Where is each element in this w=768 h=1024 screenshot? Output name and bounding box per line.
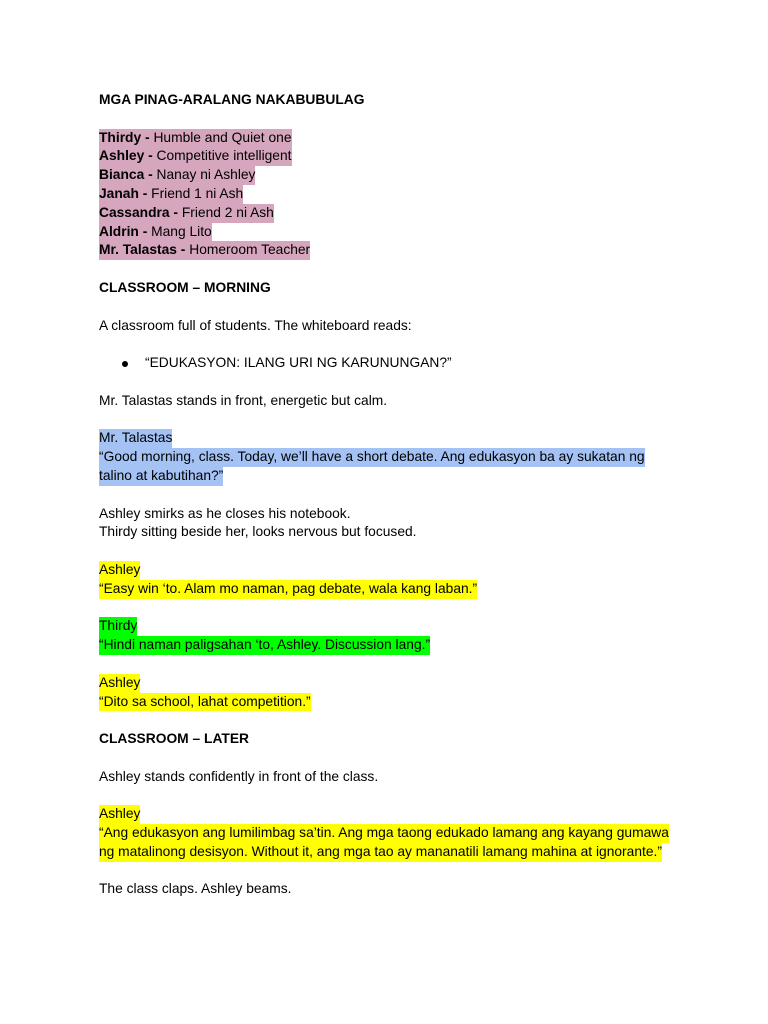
cast-highlight [99, 204, 274, 223]
dialogue-text: “Ang edukasyon ang lumilimbag sa’tin. Ang mga taong edukado lamang ang kayang gumawa [99, 824, 669, 843]
whiteboard-bullet-item [99, 354, 674, 373]
cast-highlight [99, 129, 292, 148]
cast-description: Friend 1 ni Ash [151, 185, 244, 201]
dialogue-block-ashley [99, 674, 674, 712]
speaker-name: Ashley [99, 561, 140, 580]
cast-description: Competitive intelligent [156, 148, 292, 164]
document-page [99, 91, 674, 899]
action-line: Ashley smirks as he closes his notebook. [99, 505, 351, 521]
cast-name: Bianca - [99, 167, 153, 183]
cast-list [99, 129, 674, 261]
speaker-name: Thirdy [99, 617, 137, 636]
cast-highlight [99, 166, 255, 185]
dialogue-block-thirdy [99, 617, 674, 655]
dialogue-text: “Hindi naman paligsahan ‘to, Ashley. Discussion lang.” [99, 636, 430, 655]
dialogue-speaker [99, 805, 674, 824]
cast-item-janah [99, 185, 674, 204]
dialogue-text: “Easy win ‘to. Alam mo naman, pag debate, wala kang laban.” [99, 580, 477, 599]
dialogue-block-ashley [99, 805, 674, 861]
action-line: Thirdy sitting beside her, looks nervous but focused. [99, 524, 417, 540]
cast-name: Cassandra - [99, 204, 178, 220]
cast-highlight [99, 147, 292, 166]
cast-highlight [99, 223, 212, 242]
scene-description: A classroom full of students. The whiteboard reads: [99, 317, 412, 333]
speaker-name: Ashley [99, 805, 140, 824]
dialogue-text: talino at kabutihan?” [99, 467, 223, 486]
cast-description: Friend 2 ni Ash [181, 204, 274, 220]
dialogue-speaker [99, 674, 674, 693]
cast-item-bianca [99, 166, 674, 185]
dialogue-block-ashley [99, 561, 674, 599]
dialogue-speaker [99, 429, 674, 448]
cast-item-mr-talastas [99, 241, 674, 260]
cast-description: Homeroom Teacher [189, 242, 311, 258]
action-line: Mr. Talastas stands in front, energetic but calm. [99, 392, 388, 408]
dialogue-speaker [99, 617, 674, 636]
cast-name: Ashley - [99, 148, 153, 164]
cast-item-cassandra [99, 204, 674, 223]
dialogue-line [99, 467, 674, 486]
cast-item-thirdy [99, 129, 674, 148]
scene-heading [99, 730, 674, 749]
cast-name: Janah - [99, 185, 148, 201]
cast-description: Humble and Quiet one [153, 129, 292, 145]
whiteboard-text: “EDUKASYON: ILANG URI NG KARUNUNGAN?” [145, 355, 452, 371]
dialogue-text: “Dito sa school, lahat competition.” [99, 693, 311, 712]
document-title-text: MGA PINAG-ARALANG NAKABUBULAG [99, 92, 365, 107]
dialogue-speaker [99, 561, 674, 580]
dialogue-line [99, 693, 674, 712]
cast-description: Mang Lito [151, 223, 212, 239]
dialogue-line [99, 636, 674, 655]
scene-heading-text: CLASSROOM – LATER [99, 731, 249, 747]
dialogue-line [99, 448, 674, 467]
cast-item-ashley [99, 147, 674, 166]
cast-name: Thirdy - [99, 129, 150, 145]
scene-heading [99, 279, 674, 298]
document-title [99, 91, 674, 110]
speaker-name: Mr. Talastas [99, 429, 172, 448]
speaker-name: Ashley [99, 674, 140, 693]
action-line: The class claps. Ashley beams. [99, 881, 292, 897]
dialogue-block-talastas [99, 429, 674, 485]
bullet-icon [122, 361, 128, 367]
cast-name: Aldrin - [99, 223, 148, 239]
cast-description: Nanay ni Ashley [156, 167, 256, 183]
scene-description: Ashley stands confidently in front of the class. [99, 768, 379, 784]
cast-name: Mr. Talastas - [99, 242, 186, 258]
cast-highlight [99, 185, 243, 204]
scene-heading-text: CLASSROOM – MORNING [99, 279, 271, 295]
dialogue-text: ng matalinong desisyon. Without it, ang mga tao ay mananatili lamang mahina at ignorante.” [99, 843, 662, 862]
cast-item-aldrin [99, 223, 674, 242]
dialogue-line [99, 843, 674, 862]
cast-highlight [99, 241, 310, 260]
dialogue-text: “Good morning, class. Today, we’ll have a short debate. Ang edukasyon ba ay sukatan ng [99, 448, 645, 467]
action-paragraph [99, 505, 674, 543]
dialogue-line [99, 580, 674, 599]
dialogue-line [99, 824, 674, 843]
